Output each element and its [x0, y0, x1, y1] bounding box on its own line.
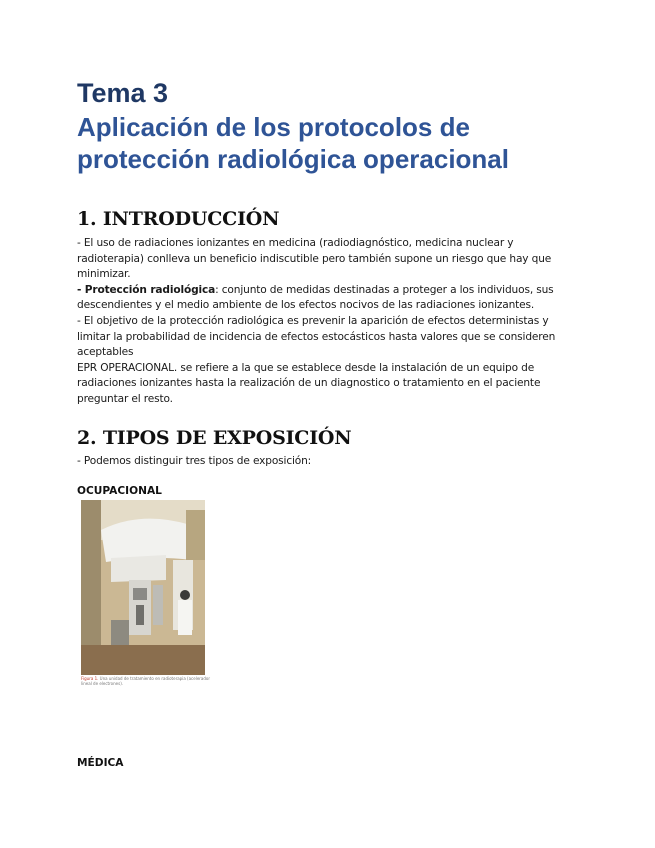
radiotherapy-photo: [81, 500, 205, 675]
figure-caption-text: Una unidad de tratamiento en radioterapia (acelerador lineal de electrones).: [81, 676, 211, 686]
subheading-medica: MÉDICA: [77, 757, 124, 769]
paragraph-radiaciones: - El uso de radiaciones ionizantes en medicina (radiodiagnóstico, medicina nuclear y radioterapia) conlleva un beneficio indiscutible pero también supone un riesgo que hay que minimizar.: [77, 237, 552, 281]
figure-caption: [81, 676, 211, 686]
topic-title-line-2: protección radiológica operacional: [77, 144, 509, 174]
topic-title: [77, 111, 597, 175]
document-title: [77, 78, 597, 175]
subheading-ocupacional: OCUPACIONAL: [77, 485, 162, 497]
term-proteccion-radiologica: - Protección radiológica: [77, 283, 216, 296]
paragraph-epr-operacional: EPR OPERACIONAL. se refiere a la que se establece desde la instalación de un equipo de radiaciones ionizantes hasta la realización de un diagnostico o tratamiento en el paciente preguntar el resto.: [77, 361, 541, 405]
radiotherapy-photo-illustration: [81, 500, 205, 675]
topic-title-line-1: Aplicación de los protocolos de: [77, 112, 470, 142]
paragraph-objetivo: - El objetivo de la protección radiológica es prevenir la aparición de efectos deterministas y limitar la probabilidad de incidencia de efectos estocásticos hasta valores que se consideren aceptables: [77, 314, 556, 359]
section-heading-tipos-exposicion: 2. TIPOS DE EXPOSICIÓN: [77, 427, 352, 449]
tipos-intro: - Podemos distinguir tres tipos de exposición:: [77, 455, 312, 467]
topic-number: Tema 3: [77, 78, 169, 108]
introduccion-body: [77, 236, 567, 408]
definition-proteccion: : conjunto de medidas destinadas a proteger a los individuos, sus descendientes y el medio ambiente de los efectos nocivos de las radiaciones ionizantes.: [77, 283, 554, 312]
figure-label: Figura 1.: [81, 676, 99, 681]
section-heading-introduccion: 1. INTRODUCCIÓN: [77, 208, 280, 230]
paragraph-proteccion: [77, 283, 567, 314]
